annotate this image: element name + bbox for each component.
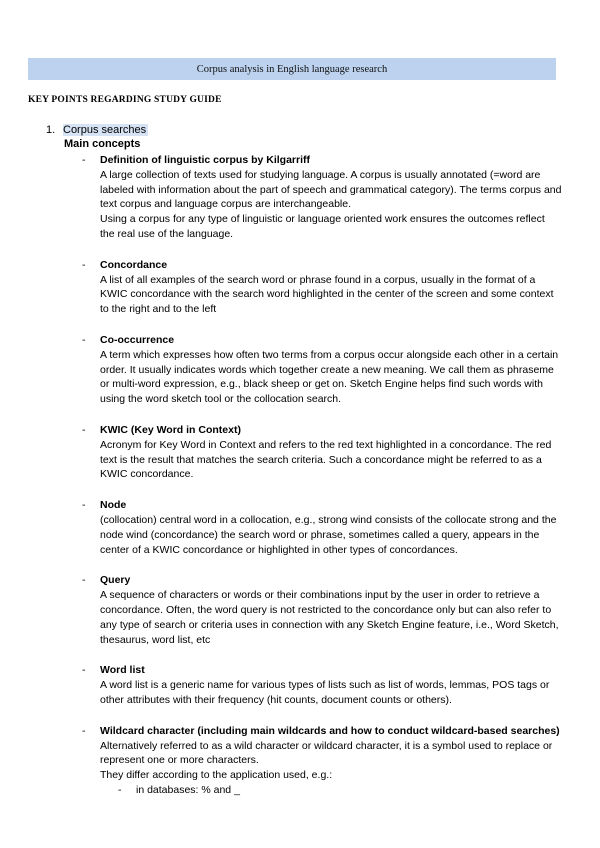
term-item [82,498,562,557]
dash-bullet: - [82,333,86,346]
document-title: Corpus analysis in English language research [196,63,388,75]
dash-bullet: - [82,574,86,587]
section-subheading: Main concepts [64,138,141,150]
term-definition: Alternatively referred to as a wild character or wildcard character, it is a symbol used to replace or represent one or more characters. [100,739,553,767]
section-number: 1. [46,124,56,136]
dash-bullet: - [82,423,86,436]
term-title: Query [100,574,131,587]
term-title: Co-occurrence [100,333,175,346]
study-guide-heading: KEY POINTS REGARDING STUDY GUIDE [28,95,222,105]
term-item [82,258,562,317]
term-definition: A large collection of texts used for studying language. A corpus is usually annotated (=word are labeled with information about the part of speech and grammatical category). The terms corpus and text corpus and language corpus are interchangeable. [100,168,562,211]
document-header-bar [28,58,556,80]
term-title: Word list [100,664,145,677]
dash-bullet: - [82,664,86,677]
term-definition: A list of all examples of the search word or phrase found in a corpus, usually in the format of a KWIC concordance with the search word highlighted in the center of the screen and some context to the right and to the left [100,273,554,316]
dash-bullet: - [82,154,86,166]
term-definition: They differ according to the application used, e.g.: [100,769,333,782]
term-item [82,333,562,407]
terms-list [82,153,562,798]
term-definition: A term which expresses how often two terms from a corpus occur alongside each other in a certain order. It usually indicates words which together create a new meaning. We call them as phraseme or multi-word expression, e.g., black sheep or get on. Sketch Engine helps find such words with using the word sketch tool or the collocation search. [100,348,559,406]
sub-list [100,783,562,798]
term-definition: (collocation) central word in a collocation, e.g., strong wind consists of the collocate strong and the node wind (concordance) the search word or phrase, sometimes called a query, appears in the center of a KWIC concordance or highlighted in other types of concordances. [100,513,557,556]
dash-bullet: - [82,499,86,512]
dash-bullet: - [82,258,86,271]
term-item [82,663,562,707]
term-title: Node [100,499,127,512]
term-definition: A word list is a generic name for various types of lists such as list of words, lemmas, POS tags or other attributes with their frequency (hit counts, document counts or others). [100,679,550,706]
term-definition: Acronym for Key Word in Context and refers to the red text highlighted in a concordance. The red text is the result that matches the search criteria. Such a concordance might be referred to as a KWIC concordance. [100,438,552,481]
sub-list-item [118,783,562,798]
term-item [82,423,562,482]
term-title: Definition of linguistic corpus by Kilgarriff [100,154,311,166]
term-title: KWIC (Key Word in Context) [100,423,241,436]
term-title: Wildcard character (including main wildcards and how to conduct wildcard-based searches) [100,724,560,737]
dash-bullet: - [118,783,122,796]
term-definition: Using a corpus for any type of linguistic or language oriented work ensures the outcomes reflect the real use of the language. [100,213,545,240]
term-item [82,153,562,242]
term-definition: A sequence of characters or words or their combinations input by the user in order to retrieve a concordance. Often, the word query is not restricted to the concordance only but can also refer to any type of search or criteria uses in connection with any Sketch Engine feature, i.e., Word Sketch, thesaurus, word list, etc [100,589,559,646]
section-title [46,124,148,136]
term-item [82,573,562,647]
term-item [82,724,562,798]
sub-list-text: in databases: % and _ [136,783,240,796]
term-title: Concordance [100,258,168,271]
section-title-text: Corpus searches [63,124,147,136]
dash-bullet: - [82,724,86,737]
